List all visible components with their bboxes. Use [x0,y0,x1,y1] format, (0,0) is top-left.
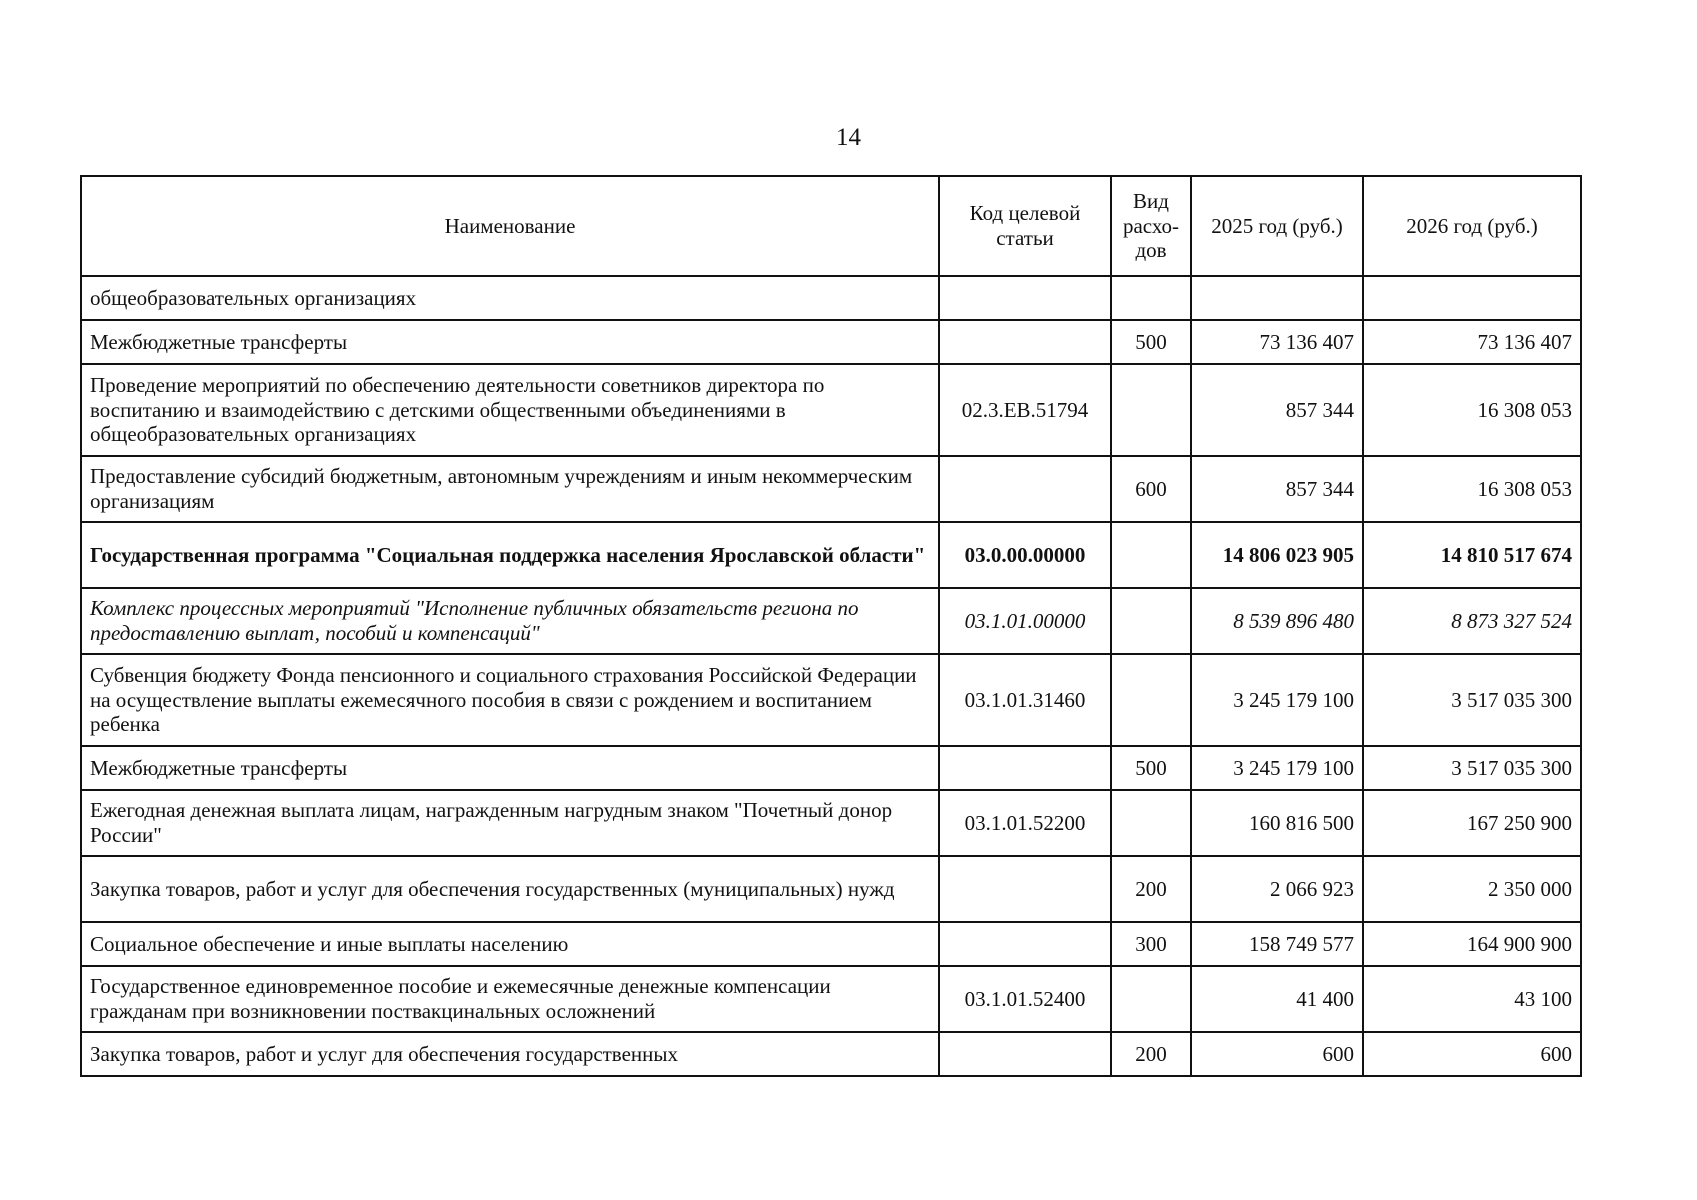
cell-code: 03.1.01.00000 [939,588,1111,654]
cell-2025: 3 245 179 100 [1191,654,1363,746]
cell-vid [1111,364,1191,456]
cell-2026: 600 [1363,1032,1581,1076]
cell-code [939,856,1111,922]
table-row [81,966,1581,1032]
cell-2025: 857 344 [1191,364,1363,456]
table-row [81,790,1581,856]
cell-code [939,1032,1111,1076]
cell-code: 03.1.01.52400 [939,966,1111,1032]
cell-name: Проведение мероприятий по обеспечению деятельности советников директора по воспитанию и взаимодействию с детскими общественными объединениями в общеобразовательных организациях [81,364,939,456]
cell-name: Ежегодная денежная выплата лицам, награжденным нагрудным знаком "Почетный донор России" [81,790,939,856]
cell-2026: 43 100 [1363,966,1581,1032]
cell-code: 02.3.EB.51794 [939,364,1111,456]
table-row-program [81,522,1581,588]
cell-name: Закупка товаров, работ и услуг для обеспечения государственных (муниципальных) нужд [81,856,939,922]
cell-2025: 14 806 023 905 [1191,522,1363,588]
table-row [81,746,1581,790]
cell-code: 03.1.01.52200 [939,790,1111,856]
cell-2026: 16 308 053 [1363,456,1581,522]
cell-vid: 200 [1111,1032,1191,1076]
cell-2025: 41 400 [1191,966,1363,1032]
cell-vid [1111,790,1191,856]
table-row [81,320,1581,364]
cell-2025: 73 136 407 [1191,320,1363,364]
cell-name: общеобразовательных организациях [81,276,939,320]
table-row [81,654,1581,746]
cell-name: Межбюджетные трансферты [81,746,939,790]
cell-vid: 600 [1111,456,1191,522]
header-vid: Вид расхо-дов [1111,176,1191,276]
cell-2026: 16 308 053 [1363,364,1581,456]
cell-2025: 857 344 [1191,456,1363,522]
cell-2025: 158 749 577 [1191,922,1363,966]
cell-2025 [1191,276,1363,320]
cell-name: Государственная программа "Социальная поддержка населения Ярославской области" [81,522,939,588]
header-2025: 2025 год (руб.) [1191,176,1363,276]
cell-vid [1111,966,1191,1032]
table-row [81,276,1581,320]
cell-code [939,276,1111,320]
cell-2026: 73 136 407 [1363,320,1581,364]
header-name: Наименование [81,176,939,276]
cell-vid: 500 [1111,320,1191,364]
cell-code [939,922,1111,966]
cell-vid [1111,588,1191,654]
cell-2026 [1363,276,1581,320]
cell-name: Комплекс процессных мероприятий "Исполнение публичных обязательств региона по предоставлению выплат, пособий и компенсаций" [81,588,939,654]
table-row [81,922,1581,966]
cell-vid [1111,654,1191,746]
table-header-row [81,176,1581,276]
header-code: Код целевой статьи [939,176,1111,276]
budget-table [80,175,1582,1077]
table-row [81,456,1581,522]
cell-name: Государственное единовременное пособие и ежемесячные денежные компенсации гражданам при возникновении поствакцинальных осложнений [81,966,939,1032]
cell-2025: 600 [1191,1032,1363,1076]
cell-2025: 8 539 896 480 [1191,588,1363,654]
cell-2026: 8 873 327 524 [1363,588,1581,654]
cell-name: Закупка товаров, работ и услуг для обеспечения государственных [81,1032,939,1076]
cell-2026: 3 517 035 300 [1363,746,1581,790]
cell-2026: 2 350 000 [1363,856,1581,922]
cell-2026: 167 250 900 [1363,790,1581,856]
page-number: 14 [836,124,861,151]
cell-code: 03.0.00.00000 [939,522,1111,588]
cell-vid: 500 [1111,746,1191,790]
table-row [81,1032,1581,1076]
table-row-complex [81,588,1581,654]
cell-vid [1111,276,1191,320]
cell-2025: 160 816 500 [1191,790,1363,856]
cell-2025: 3 245 179 100 [1191,746,1363,790]
cell-2026: 3 517 035 300 [1363,654,1581,746]
cell-name: Субвенция бюджету Фонда пенсионного и социального страхования Российской Федерации на осуществление выплаты ежемесячного пособия в связи с рождением и воспитанием ребенка [81,654,939,746]
cell-vid: 200 [1111,856,1191,922]
cell-2026: 14 810 517 674 [1363,522,1581,588]
table-row [81,364,1581,456]
cell-name: Предоставление субсидий бюджетным, автономным учреждениям и иным некоммерческим организациям [81,456,939,522]
cell-code [939,320,1111,364]
cell-code: 03.1.01.31460 [939,654,1111,746]
cell-2026: 164 900 900 [1363,922,1581,966]
cell-name: Межбюджетные трансферты [81,320,939,364]
cell-vid: 300 [1111,922,1191,966]
cell-vid [1111,522,1191,588]
cell-code [939,456,1111,522]
table-row [81,856,1581,922]
cell-code [939,746,1111,790]
header-2026: 2026 год (руб.) [1363,176,1581,276]
cell-2025: 2 066 923 [1191,856,1363,922]
cell-name: Социальное обеспечение и иные выплаты населению [81,922,939,966]
